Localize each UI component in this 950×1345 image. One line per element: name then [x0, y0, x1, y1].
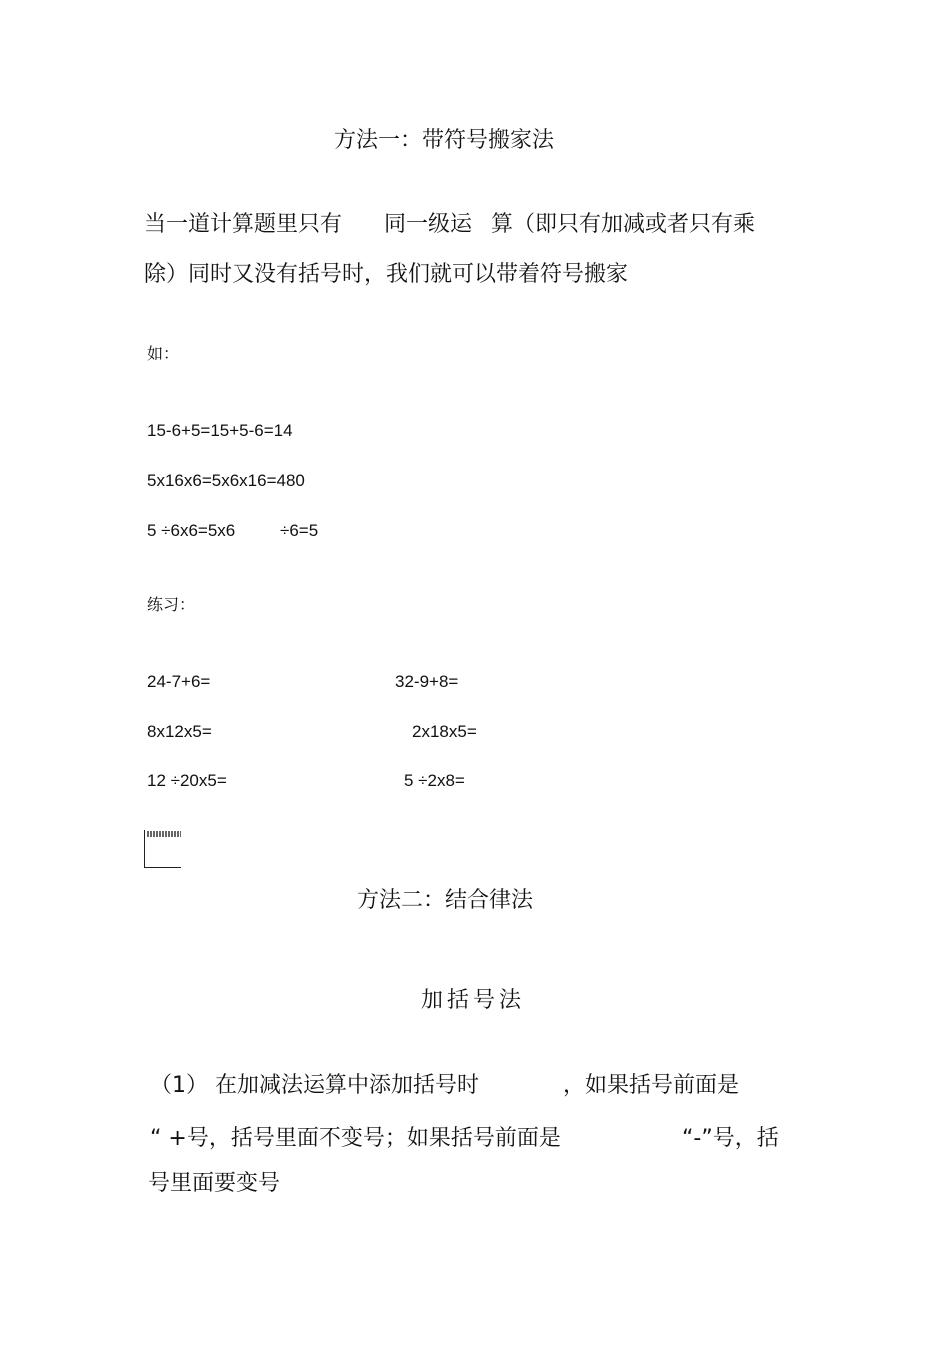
rule-line2-b: “-”号，括	[682, 1126, 779, 1151]
practice-item: 24-7+6=	[147, 672, 211, 691]
method1-intro-line2: 除）同时又没有括号时，我们就可以带着符号搬家	[144, 262, 629, 287]
embedded-image-strip	[147, 831, 181, 837]
rule-line1-a: （1） 在加减法运算中添加括号时	[150, 1073, 479, 1098]
method2-subtitle: 加括号法	[421, 988, 526, 1013]
example-label: 如：	[147, 344, 180, 363]
method1-intro-line1-b: 同一级运	[384, 212, 473, 237]
practice-item: 2x18x5=	[412, 722, 477, 741]
practice-item: 8x12x5=	[147, 722, 212, 741]
method1-title: 方法一：带符号搬家法	[334, 128, 555, 153]
example-equation: 5x16x6=5x6x16=480	[147, 471, 305, 490]
rule-line3: 号里面要变号	[148, 1171, 281, 1196]
practice-item: 12 ÷20x5=	[147, 771, 227, 790]
embedded-image-placeholder	[144, 830, 181, 868]
example-equation-tail: ÷6=5	[280, 521, 319, 540]
example-equation: 15-6+5=15+5-6=14	[147, 421, 293, 440]
method1-intro-line1-c: 算（即只有加减或者只有乘	[491, 212, 756, 237]
practice-item: 5 ÷2x8=	[404, 771, 465, 790]
example-equation: 5 ÷6x6=5x6	[147, 521, 236, 540]
method2-title: 方法二：结合律法	[357, 888, 534, 913]
method1-intro-line1-a: 当一道计算题里只有	[144, 212, 343, 237]
practice-item: 32-9+8=	[395, 672, 459, 691]
practice-label: 练习：	[147, 595, 196, 614]
rule-line1-b: ，如果括号前面是	[563, 1073, 740, 1098]
rule-line2-a: “ +号，括号里面不变号；如果括号前面是	[150, 1126, 561, 1151]
